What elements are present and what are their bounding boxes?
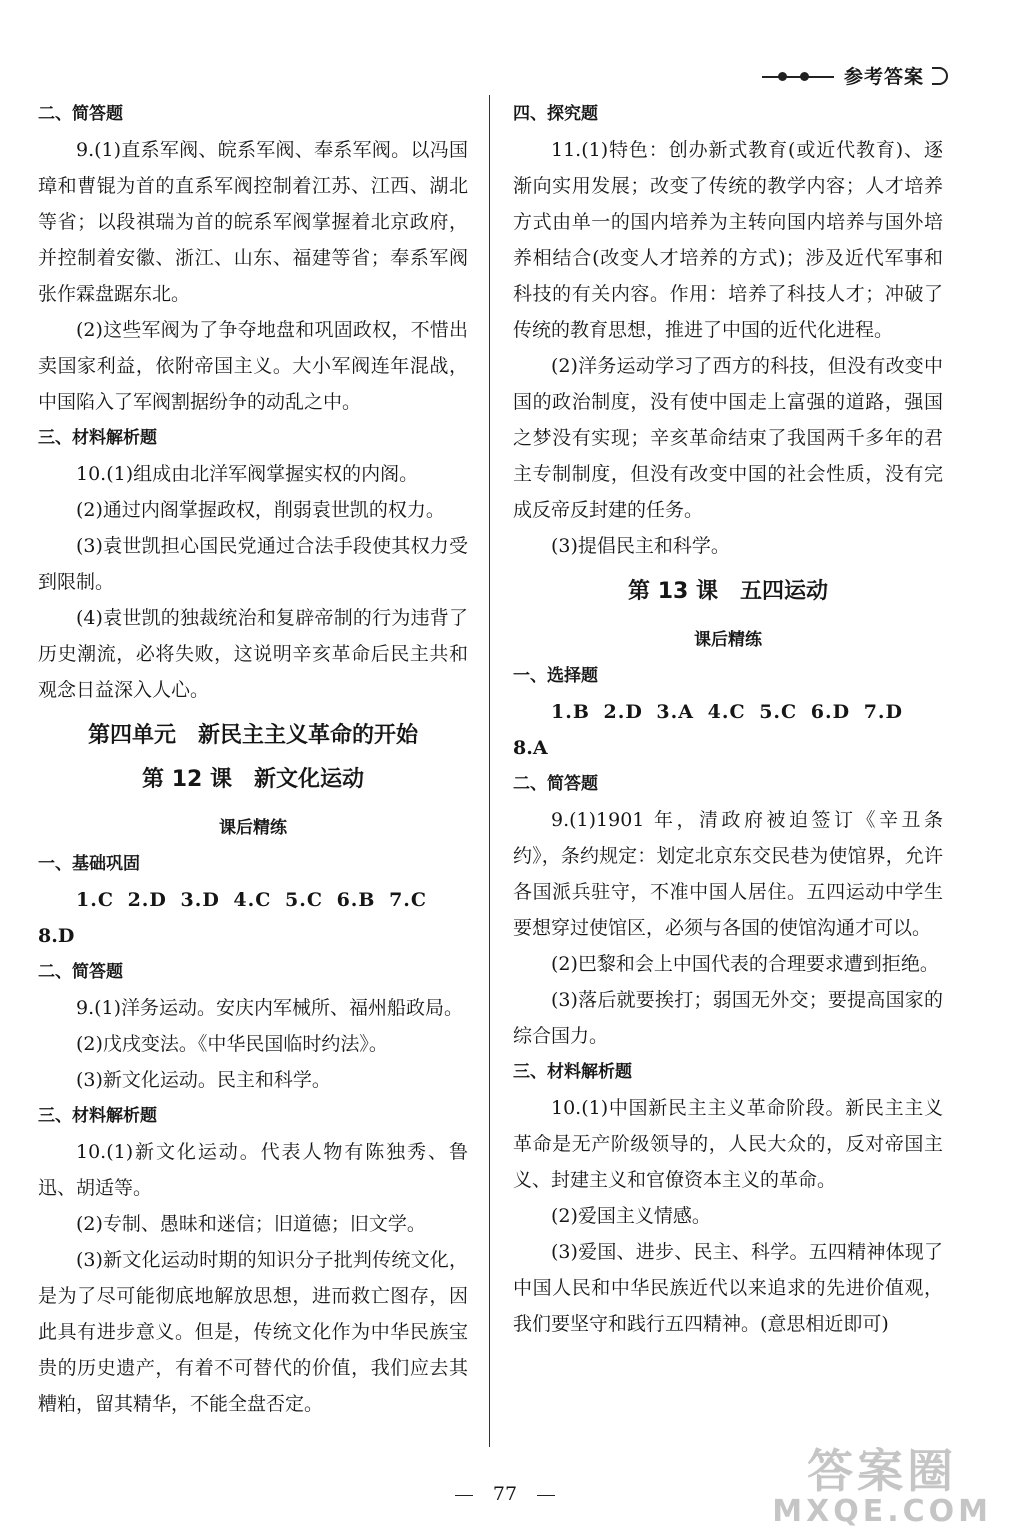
lesson-title: 第 13 课 五四运动 (628, 579, 828, 604)
page-header (756, 62, 948, 89)
watermark-text: 答案圈 (807, 1444, 958, 1498)
answer-paragraph: (3)爱国、进步、民主、科学。五四精神体现了中国人民和中华民族近代以来追求的先进价值观，我们要坚守和践行五四精神。(意思相近即可) (513, 1241, 943, 1335)
section-heading: 二、简答题 (513, 774, 598, 794)
watermark-logo (772, 1446, 992, 1528)
answer-paragraph: (3)新文化运动时期的知识分子批判传统文化，是为了尽可能彻底地解放思想，进而救亡图存，因此具有进步意义。但是，传统文化作为中华民族宝贵的历史遗产，有着不可替代的价值，我们应去其糟粕，留其精华，不能全盘否定。 (38, 1249, 468, 1415)
choice-answers-cont: 8.A (513, 737, 548, 759)
answer-paragraph: 10.(1)组成由北洋军阀掌握实权的内阁。 (76, 463, 419, 485)
practice-heading: 课后精练 (694, 630, 762, 650)
column-divider (489, 95, 490, 1447)
answer-paragraph: (3)提倡民主和科学。 (551, 535, 730, 557)
answer-paragraph: (2)爱国主义情感。 (551, 1205, 711, 1227)
header-bracket-icon (932, 67, 948, 85)
choice-answers: 1.C 2.D 3.D 4.C 5.C 6.B 7.C (76, 889, 428, 911)
section-heading: 三、材料解析题 (38, 428, 157, 448)
answer-paragraph: (2)戊戌变法。《中华民国临时约法》。 (76, 1033, 388, 1055)
answer-paragraph: (2)通过内阁掌握政权，削弱袁世凯的权力。 (76, 499, 445, 521)
answer-paragraph: (2)专制、愚昧和迷信；旧道德；旧文学。 (76, 1213, 426, 1235)
choice-answers-cont: 8.D (38, 925, 75, 947)
answer-paragraph: 11.(1)特色：创办新式教育(或近代教育)、逐渐向实用发展；改变了传统的教学内容；人才培养方式由单一的国内培养为主转向国内培养与国外培养相结合(改变人才培养的方式)；涉及近代军事和科技的有关内容。作用：培养了科技人才；冲破了传统的教育思想，推进了中国的近代化进程。 (513, 139, 943, 341)
footer-dash-right (537, 1495, 555, 1496)
footer-dash-left (455, 1495, 473, 1496)
unit-title: 第四单元 新民主主义革命的开始 (87, 723, 418, 748)
section-heading: 四、探究题 (513, 104, 598, 124)
answer-paragraph: (3)落后就要挨打；弱国无外交；要提高国家的综合国力。 (513, 989, 943, 1047)
section-heading: 三、材料解析题 (38, 1106, 157, 1126)
section-heading: 一、选择题 (513, 666, 598, 686)
answer-paragraph: (3)袁世凯担心国民党通过合法手段使其权力受到限制。 (38, 535, 468, 593)
header-title: 参考答案 (843, 66, 924, 88)
right-column (513, 96, 943, 1342)
answer-paragraph: 9.(1)1901 年，清政府被迫签订《辛丑条约》，条约规定：划定北京东交民巷为使馆界，允许各国派兵驻守，不准中国人居住。五四运动中学生要想穿过使馆区，必须与各国的使馆沟通才可以。 (513, 809, 943, 939)
answer-paragraph: 10.(1)中国新民主主义革命阶段。新民主主义革命是无产阶级领导的，人民大众的，反对帝国主义、封建主义和官僚资本主义的革命。 (513, 1097, 943, 1191)
watermark-domain: MXQE.COM (772, 1494, 992, 1529)
lesson-title: 第 12 课 新文化运动 (142, 767, 364, 792)
header-ornament-icon (756, 66, 836, 86)
section-heading: 二、简答题 (38, 104, 123, 124)
page-number: 77 (492, 1483, 518, 1505)
answer-paragraph: (4)袁世凯的独裁统治和复辟帝制的行为违背了历史潮流，必将失败，这说明辛亥革命后民主共和观念日益深入人心。 (38, 607, 468, 701)
left-column (38, 96, 468, 1422)
answer-paragraph: (3)新文化运动。民主和科学。 (76, 1069, 331, 1091)
answer-paragraph: 9.(1)直系军阀、皖系军阀、奉系军阀。以冯国璋和曹锟为首的直系军阀控制着江苏、江西、湖北等省；以段祺瑞为首的皖系军阀掌握着北京政府，并控制着安徽、浙江、山东、福建等省；奉系军阀张作霖盘踞东北。 (38, 139, 468, 305)
answer-paragraph: 9.(1)洋务运动。安庆内军械所、福州船政局。 (76, 997, 464, 1019)
practice-heading: 课后精练 (219, 818, 287, 838)
section-heading: 二、简答题 (38, 962, 123, 982)
answer-paragraph: (2)巴黎和会上中国代表的合理要求遭到拒绝。 (551, 953, 939, 975)
section-heading: 三、材料解析题 (513, 1062, 632, 1082)
answer-paragraph: (2)这些军阀为了争夺地盘和巩固政权，不惜出卖国家利益，依附帝国主义。大小军阀连年混战，中国陷入了军阀割据纷争的动乱之中。 (38, 319, 468, 413)
answer-paragraph: 10.(1)新文化运动。代表人物有陈独秀、鲁迅、胡适等。 (38, 1141, 468, 1199)
section-heading: 一、基础巩固 (38, 854, 140, 874)
choice-answers: 1.B 2.D 3.A 4.C 5.C 6.D 7.D (551, 701, 904, 723)
answer-paragraph: (2)洋务运动学习了西方的科技，但没有改变中国的政治制度，没有使中国走上富强的道路，强国之梦没有实现；辛亥革命结束了我国两千多年的君主专制制度，但没有改变中国的社会性质，没有完成反帝反封建的任务。 (513, 355, 943, 521)
